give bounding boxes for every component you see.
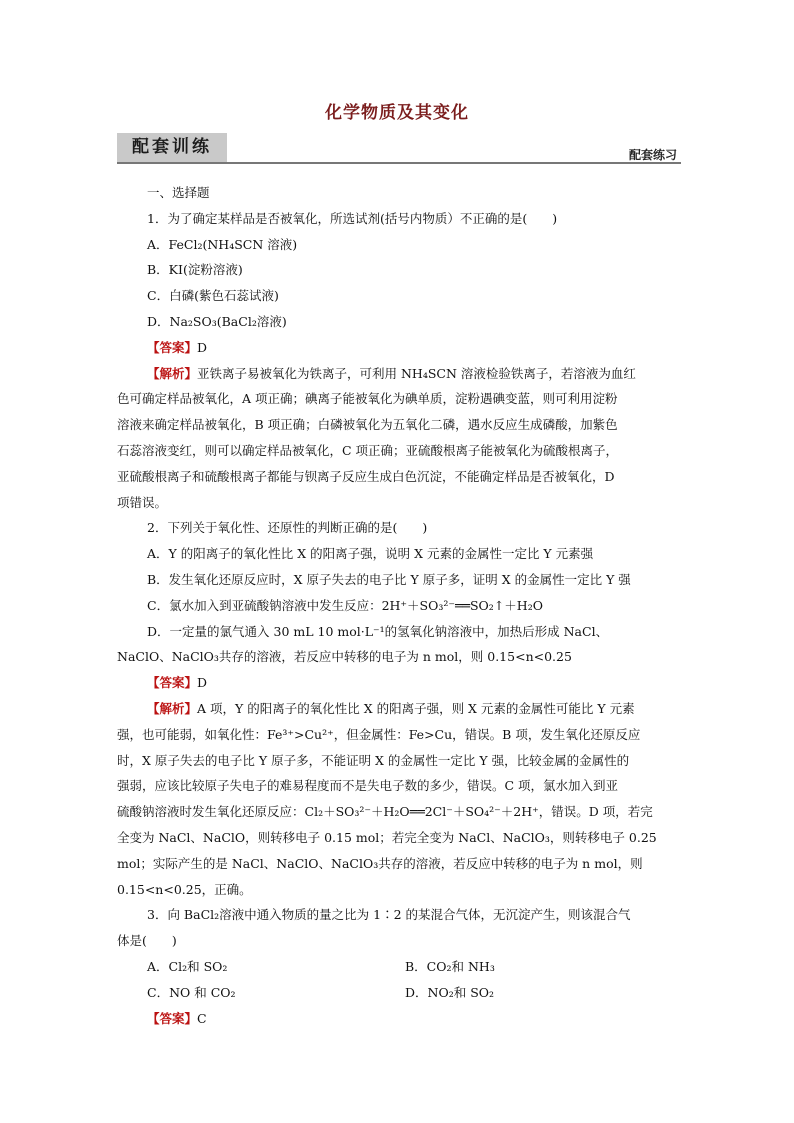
q2-analysis-line: 时，X 原子失去的电子比 Y 原子多，不能证明 X 的金属性一定比 Y 强，比较金属的金属性的 [117,752,630,768]
answer-tag: 【答案】 [147,1010,198,1026]
q1-analysis-line: 石蕊溶液变红，则可以确定样品被氧化，C 项正确；亚硫酸根离子能被氧化为硫酸根离子， [117,442,619,458]
q2-answer-value: D [197,675,208,691]
answer-tag: 【答案】 [147,339,198,355]
section-heading: 一、选择题 [147,185,210,200]
q1-stem: 1．为了确定某样品是否被氧化，所选试剂(括号内物质）不正确的是( ) [147,210,558,226]
q2-option-d-cont: NaClO、NaClO₃共存的溶液，若反应中转移的电子为 n mol，则 0.15<n<0.25 [117,649,572,665]
q1-option-b: B．KI(淀粉溶液) [147,262,243,278]
q2-analysis-line [117,696,683,722]
q2-option-b: B．发生氧化还原反应时，X 原子失去的电子比 Y 原子多，证明 X 的金属性一定比 Y 强 [147,571,631,587]
q1-analysis-line [117,361,683,387]
q2-analysis-line: mol；实际产生的是 NaCl、NaClO、NaClO₃共存的溶液，若反应中转移的电子为 n mol，则 [117,855,643,871]
question-content [117,180,683,1031]
analysis-tag: 【解析】 [147,365,198,381]
q1-answer [117,335,683,361]
q2-analysis-line: 全变为 NaCl、NaClO，则转移电子 0.15 mol；若完全变为 NaCl、NaClO₃，则转移电子 0.25 [117,829,657,845]
q2-analysis-line: 强弱，应该比较原子失电子的难易程度而不是失电子数的多少，错误。C 项，氯水加入到亚 [117,778,619,794]
q2-option-d: D．一定量的氯气通入 30 mL 10 mol·L⁻¹的氢氧化钠溶液中，加热后形成 NaCl、 [147,623,609,639]
q1-option-a: A．FeCl₂(NH₄SCN 溶液) [147,236,298,252]
page-title: 化学物质及其变化 [325,103,469,123]
q2-answer [117,670,683,696]
band-label: 配套训练 [117,133,227,164]
q3-stem: 3．向 BaCl₂溶液中通入物质的量之比为 1∶2 的某混合气体，无沉淀产生，则该混合气 [147,907,631,923]
q2-option-a: A．Y 的阳离子的氧化性比 X 的阳离子强，说明 X 元素的金属性一定比 Y 元素强 [147,546,594,562]
q1-analysis-line: 亚硫酸根离子和硫酸根离子都能与钡离子反应生成白色沉淀，不能确定样品是否被氧化，D [117,468,615,484]
q1-option-c: C．白磷(紫色石蕊试液) [147,288,279,304]
q2-option-c: C．氯水加入到亚硫酸钠溶液中发生反应：2H⁺＋SO₃²⁻══SO₂↑＋H₂O [147,597,543,613]
q3-options-row [117,954,683,980]
q3-option-c: C．NO 和 CO₂ [147,984,236,1000]
q1-answer-value: D [197,339,208,355]
q3-options-row [117,980,683,1006]
analysis-tag: 【解析】 [147,700,198,716]
q3-answer [117,1006,683,1032]
q2-analysis-line: 硫酸钠溶液时发生氧化还原反应：Cl₂＋SO₃²⁻＋H₂O══2Cl⁻＋SO₄²⁻＋2H⁺，错误。D 项，若完 [117,804,653,820]
q2-analysis-line: 强，也可能弱，如氧化性：Fe³⁺>Cu²⁺，但金属性：Fe>Cu，错误。B 项，发生氧化还原反应 [117,726,641,742]
q2-analysis-line: 0.15<n<0.25，正确。 [117,881,252,897]
band-divider [117,162,681,164]
q1-analysis-line: 色可确定样品被氧化，A 项正确；碘离子能被氧化为碘单质，淀粉遇碘变蓝，则可利用淀粉 [117,391,618,407]
q1-option-d: D．Na₂SO₃(BaCl₂溶液) [147,313,287,329]
q3-answer-value: C [197,1010,207,1026]
q1-analysis-line: 溶液来确定样品被氧化，B 项正确；白磷被氧化为五氧化二磷，遇水反应生成磷酸，加紫色 [117,417,618,433]
q3-option-a: A．Cl₂和 SO₂ [147,958,228,974]
q1-analysis-line: 项错误。 [117,494,168,510]
q3-option-b: B．CO₂和 NH₃ [405,958,495,974]
q2-stem: 2．下列关于氧化性、还原性的判断正确的是( ) [147,520,428,536]
q3-option-d: D．NO₂和 SO₂ [405,984,495,1000]
q2-analysis-text: A 项，Y 的阳离子的氧化性比 X 的阳离子强，则 X 元素的金属性可能比 Y 元素 [197,700,635,716]
answer-tag: 【答案】 [147,675,198,691]
q1-analysis-text: 亚铁离子易被氧化为铁离子，可利用 NH₄SCN 溶液检验铁离子，若溶液为血红 [197,365,636,381]
band-right-label: 配套练习 [628,148,677,162]
q3-stem-cont: 体是( ) [117,933,177,949]
section-band [117,133,681,165]
